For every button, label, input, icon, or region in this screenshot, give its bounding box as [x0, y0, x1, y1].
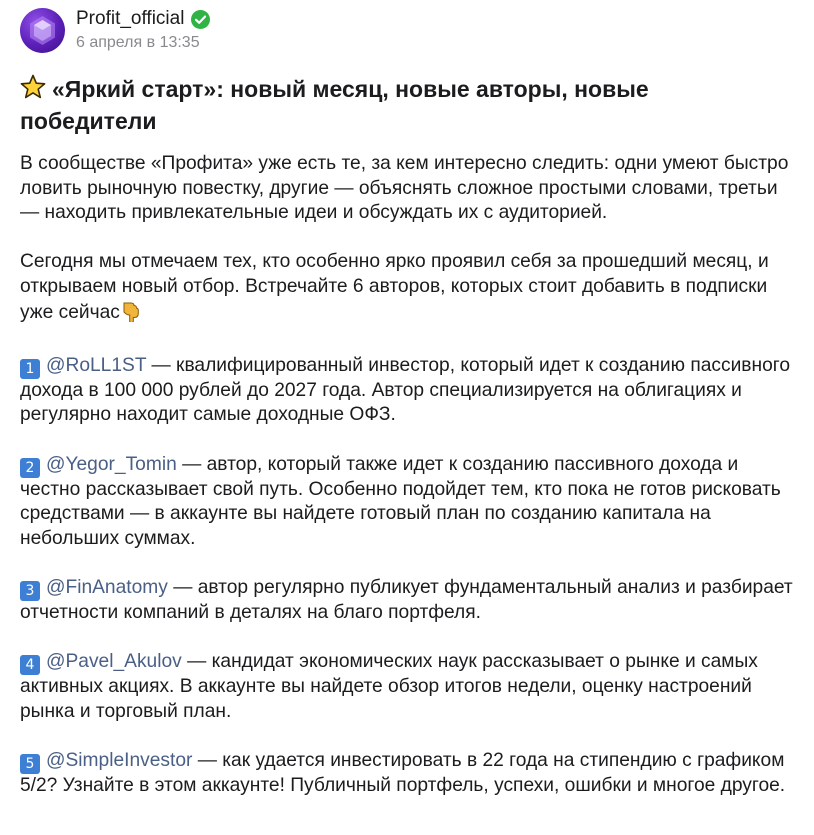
post-header — [20, 6, 794, 56]
number-badge: 3 — [20, 581, 40, 601]
author-mention-link[interactable]: @RoLL1ST — [46, 354, 147, 376]
author-mention-link[interactable]: @SimpleInvestor — [46, 749, 193, 771]
post-date[interactable]: 6 апреля в 13:35 — [76, 34, 200, 51]
post-body — [20, 152, 800, 823]
author-description: — автор, который также идет к созданию пассивного дохода и честно рассказывает свой путь. Особенно подойдет тем, кто пока не готов рисковать средствами — в аккаунте вы найдете готовый план по созданию капитала на небольших суммах. — [20, 453, 781, 549]
author-description: — автор регулярно публикует фундаментальный анализ и разбирает отчетности компаний в деталях на благо портфеля. — [20, 576, 793, 623]
pointing-down-hand-icon — [121, 300, 139, 330]
author-item — [20, 576, 800, 626]
author-item — [20, 749, 800, 799]
author-description: — квалифицированный инвестор, который идет к созданию пассивного дохода в 100 000 рублей до 2027 года. Автор специализируется на облигациях и регулярно находит самые доходные ОФЗ. — [20, 354, 791, 426]
author-description: — как удается инвестировать в 22 года на стипендию с графиком 5/2? Узнайте в этом аккаунте! Публичный портфель, успехи, ошибки и многое другое. — [20, 749, 786, 796]
avatar[interactable] — [20, 8, 65, 53]
verified-check-icon — [191, 10, 210, 29]
gem-icon — [28, 15, 57, 46]
intro-paragraph: В сообществе «Профита» уже есть те, за кем интересно следить: одни умеют быстро ловить рыночную повестку, другие — объяснять сложное простыми словами, третьи — находить привлекательные идеи и обсуждать их с аудиторией. — [20, 153, 789, 224]
author-item — [20, 453, 800, 552]
number-badge: 2 — [20, 458, 40, 478]
author-item — [20, 650, 800, 724]
number-badge: 5 — [20, 754, 40, 774]
post-title — [20, 74, 720, 136]
author-item — [20, 354, 800, 428]
author-mention-link[interactable]: @FinAnatomy — [46, 576, 168, 598]
author-mention-link[interactable]: @Pavel_Akulov — [46, 651, 182, 673]
star-icon — [20, 74, 46, 107]
author-block — [76, 7, 210, 53]
author-mention-link[interactable]: @Yegor_Tomin — [46, 453, 177, 475]
author-description: — кандидат экономических наук рассказывает о рынке и самых активных акциях. В аккаунте вы найдете обзор итогов недели, оценку настроений рынка и торговый план. — [20, 651, 758, 722]
number-badge: 4 — [20, 655, 40, 675]
number-badge: 1 — [20, 359, 40, 379]
post-title-text: «Яркий старт»: новый месяц, новые авторы, новые победители — [20, 76, 649, 134]
intro-paragraph — [20, 250, 800, 329]
author-name[interactable]: Profit_official — [76, 8, 185, 29]
intro-text: Сегодня мы отмечаем тех, кто особенно ярко проявил себя за прошедший месяц, и открываем новый отбор. Встречайте 6 авторов, которых стоит добавить в подписки уже сейчас — [20, 251, 769, 323]
